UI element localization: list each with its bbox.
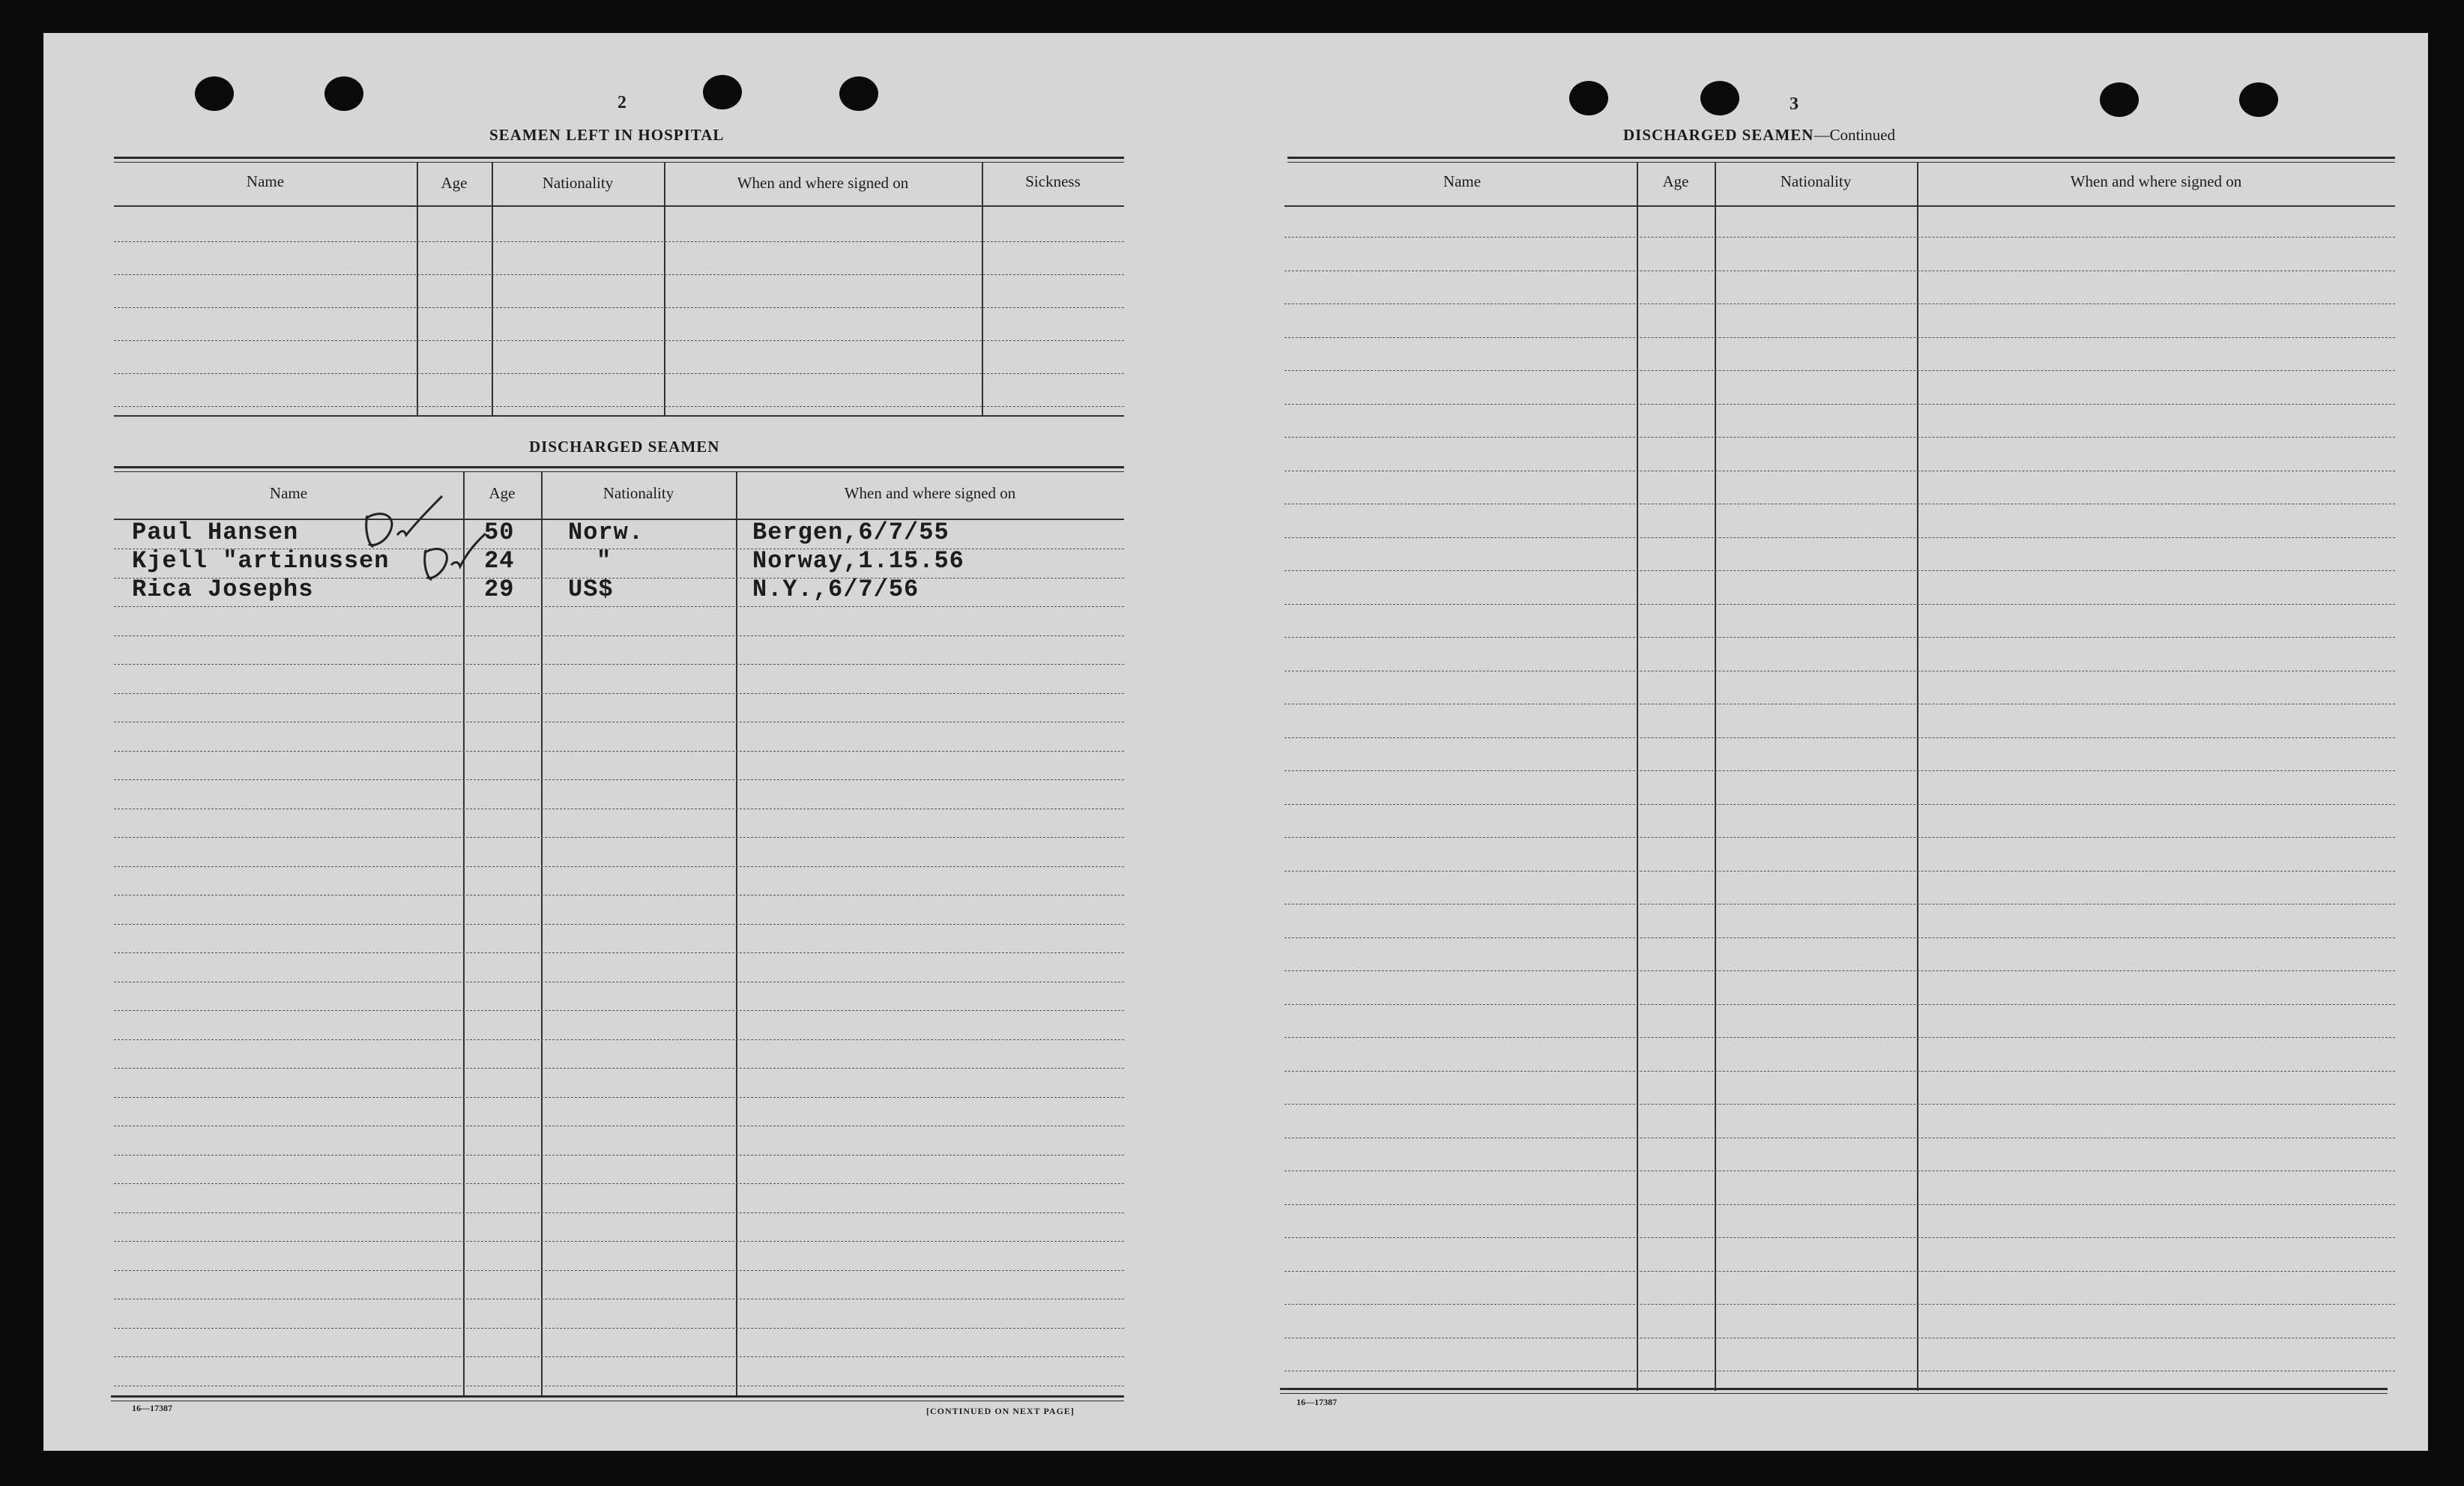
right-col-divider bbox=[1637, 162, 1638, 1391]
discharged-header-age: Age bbox=[489, 484, 516, 502]
ruled-row-line bbox=[1284, 737, 2395, 738]
ruled-row-line bbox=[1284, 537, 2395, 538]
hospital-header-rule bbox=[114, 205, 1124, 207]
discharged-col-divider bbox=[736, 471, 737, 1396]
ruled-row-line bbox=[114, 1010, 1124, 1011]
hospital-col-divider bbox=[417, 162, 418, 415]
entry-signed-on: N.Y.,6/7/56 bbox=[752, 576, 920, 603]
right-page-number: 3 bbox=[1790, 94, 1799, 114]
punch-hole-icon bbox=[1569, 81, 1608, 115]
ruled-row-line bbox=[1284, 1304, 2395, 1305]
ruled-row-line bbox=[114, 1183, 1124, 1184]
ruled-row-line bbox=[1284, 970, 2395, 971]
ruled-row-line bbox=[114, 1241, 1124, 1242]
discharged-header-nationality: Nationality bbox=[603, 484, 674, 502]
ruled-row-line bbox=[1284, 604, 2395, 605]
ruled-row-line bbox=[114, 1328, 1124, 1329]
ruled-row-line bbox=[1284, 804, 2395, 805]
handwritten-initials-icon bbox=[418, 528, 493, 588]
ruled-row-line bbox=[1284, 404, 2395, 405]
ruled-row-line bbox=[1284, 1204, 2395, 1205]
ruled-row-line bbox=[114, 1155, 1124, 1156]
discharged-section-title: DISCHARGED SEAMEN bbox=[529, 438, 720, 456]
ruled-row-line bbox=[114, 866, 1124, 867]
ruled-row-line bbox=[114, 924, 1124, 925]
ruled-row-line bbox=[114, 837, 1124, 838]
hospital-col-divider bbox=[492, 162, 493, 415]
discharged-col-divider bbox=[541, 471, 543, 1396]
ruled-row-line bbox=[114, 693, 1124, 694]
ruled-row-line bbox=[114, 606, 1124, 607]
ruled-row-line bbox=[1284, 1237, 2395, 1238]
ruled-row-line bbox=[1284, 1037, 2395, 1038]
ruled-row-line bbox=[114, 952, 1124, 953]
ruled-row-line bbox=[114, 635, 1124, 636]
right-col-divider bbox=[1917, 162, 1918, 1391]
ruled-row-line bbox=[1284, 637, 2395, 638]
right-form-number: 16—17387 bbox=[1296, 1397, 1337, 1407]
punch-hole-icon bbox=[703, 75, 742, 109]
ruled-row-line bbox=[1284, 937, 2395, 938]
right-section-title bbox=[1623, 126, 1895, 145]
ruled-row-line bbox=[1284, 1004, 2395, 1005]
entry-nationality: " bbox=[597, 547, 612, 575]
ruled-row-line bbox=[1284, 237, 2395, 238]
entry-name: Paul Hansen bbox=[132, 519, 299, 546]
hospital-col-divider bbox=[664, 162, 665, 415]
ruled-row-line bbox=[114, 779, 1124, 780]
hospital-row-line bbox=[114, 241, 1124, 242]
ruled-row-line bbox=[1284, 770, 2395, 771]
ruled-row-line bbox=[1284, 570, 2395, 571]
entry-nationality: Norw. bbox=[568, 519, 644, 546]
discharged-bottom-rule bbox=[111, 1395, 1124, 1400]
ruled-row-line bbox=[1284, 1071, 2395, 1072]
punch-hole-icon bbox=[195, 76, 234, 111]
punch-hole-icon bbox=[324, 76, 363, 111]
discharged-header-signed-on: When and where signed on bbox=[844, 484, 1016, 502]
ruled-row-line bbox=[1284, 1271, 2395, 1272]
right-title-suffix: —Continued bbox=[1814, 126, 1895, 144]
right-header-age: Age bbox=[1662, 172, 1689, 190]
ruled-row-line bbox=[114, 1270, 1124, 1271]
ruled-row-line bbox=[1284, 837, 2395, 838]
hospital-bottom-rule bbox=[114, 415, 1124, 417]
right-top-rule bbox=[1287, 157, 2395, 161]
right-header-rule bbox=[1284, 205, 2395, 207]
punch-hole-icon bbox=[2100, 82, 2139, 117]
hospital-col-divider bbox=[982, 162, 983, 415]
left-page-number: 2 bbox=[617, 93, 626, 112]
hospital-header-sickness: Sickness bbox=[1025, 172, 1081, 190]
ruled-row-line bbox=[114, 1356, 1124, 1357]
punch-hole-icon bbox=[2239, 82, 2278, 117]
hospital-header-name: Name bbox=[246, 172, 285, 190]
ruled-row-line bbox=[1284, 370, 2395, 371]
ruled-row-line bbox=[114, 1097, 1124, 1098]
left-form-number: 16—17387 bbox=[132, 1403, 172, 1413]
hospital-row-line bbox=[114, 340, 1124, 341]
entry-age: 29 bbox=[484, 576, 515, 603]
hospital-row-line bbox=[114, 406, 1124, 407]
hospital-header-nationality: Nationality bbox=[542, 174, 614, 192]
hospital-header-age: Age bbox=[441, 174, 468, 192]
entry-signed-on: Norway,1.15.56 bbox=[752, 547, 964, 575]
entry-name: Rica Josephs bbox=[132, 576, 314, 603]
ruled-row-line bbox=[1284, 871, 2395, 872]
right-bottom-rule bbox=[1280, 1388, 2388, 1392]
right-header-name: Name bbox=[1443, 172, 1482, 190]
ruled-row-line bbox=[1284, 437, 2395, 438]
entry-age: 24 bbox=[484, 547, 515, 575]
hospital-top-rule bbox=[114, 157, 1124, 161]
ruled-row-line bbox=[1284, 337, 2395, 338]
right-col-divider bbox=[1715, 162, 1716, 1391]
entry-name: Kjell "artinussen bbox=[132, 547, 390, 575]
discharged-top-rule bbox=[114, 466, 1124, 471]
ruled-row-line bbox=[114, 1212, 1124, 1213]
right-header-signed-on: When and where signed on bbox=[2070, 172, 2242, 190]
document-sheet bbox=[43, 33, 2428, 1451]
right-title-main: DISCHARGED SEAMEN bbox=[1623, 126, 1814, 144]
ruled-row-line bbox=[1284, 303, 2395, 304]
right-header-nationality: Nationality bbox=[1780, 172, 1852, 190]
ruled-row-line bbox=[114, 751, 1124, 752]
ruled-row-line bbox=[1284, 1104, 2395, 1105]
hospital-header-signed-on: When and where signed on bbox=[737, 174, 909, 192]
entry-signed-on: Bergen,6/7/55 bbox=[752, 519, 949, 546]
hospital-section-title: SEAMEN LEFT IN HOSPITAL bbox=[489, 126, 725, 144]
punch-hole-icon bbox=[1700, 81, 1739, 115]
discharged-col-divider bbox=[463, 471, 465, 1396]
hospital-row-line bbox=[114, 307, 1124, 308]
hospital-row-line bbox=[114, 274, 1124, 275]
hospital-row-line bbox=[114, 373, 1124, 374]
entry-age: 50 bbox=[484, 519, 515, 546]
ruled-row-line bbox=[114, 664, 1124, 665]
punch-hole-icon bbox=[839, 76, 878, 111]
ruled-row-line bbox=[114, 1068, 1124, 1069]
discharged-header-name: Name bbox=[269, 484, 308, 502]
ruled-row-line bbox=[114, 1039, 1124, 1040]
entry-nationality: US$ bbox=[568, 576, 614, 603]
continued-note: [CONTINUED ON NEXT PAGE] bbox=[926, 1406, 1075, 1416]
